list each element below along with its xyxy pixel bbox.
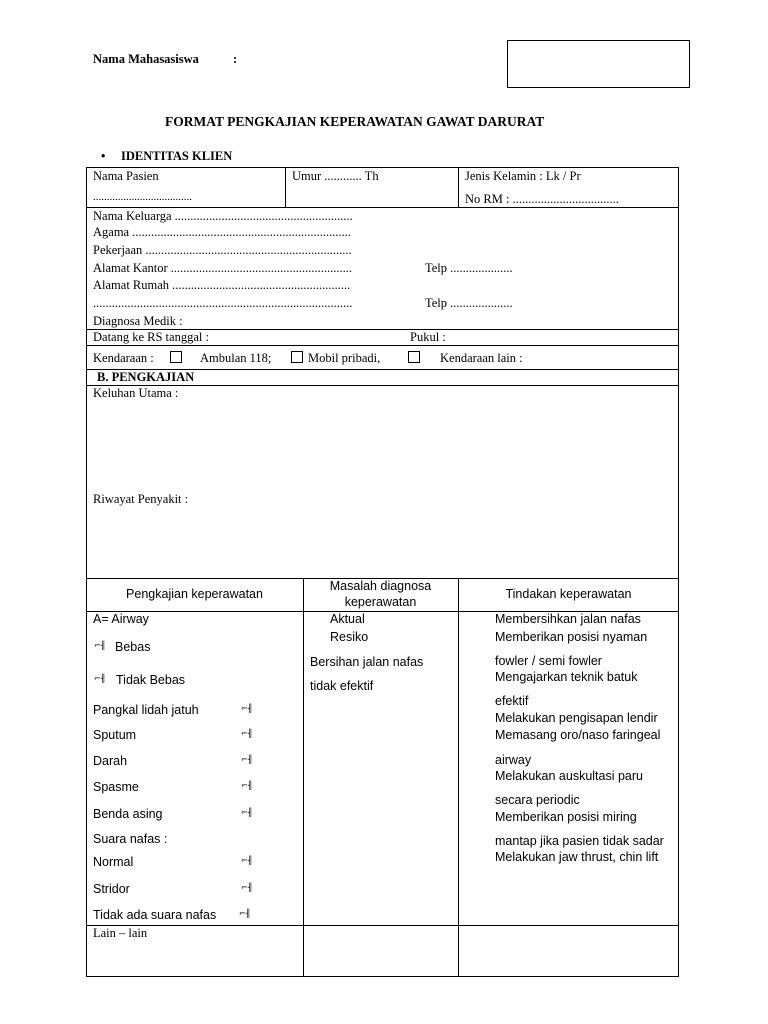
kendaraan-lain-checkbox[interactable] <box>408 351 420 363</box>
sputum-checkbox-icon[interactable]: ⌐╢ <box>241 729 253 738</box>
nama-pasien-label: Nama Pasien <box>93 169 159 183</box>
tindakan-item: fowler / semi fowler <box>495 654 602 668</box>
kendaraan-label: Kendaraan : <box>93 351 154 365</box>
bullet: • <box>101 149 106 163</box>
airway-label: A= Airway <box>93 612 149 626</box>
alamat-rumah-line2[interactable]: ................................................................................... <box>93 296 353 310</box>
tindakan-item: Memberikan posisi miring <box>495 810 637 824</box>
col-pengkajian-header: Pengkajian keperawatan <box>126 587 263 601</box>
kendaraan-lain-label[interactable]: Kendaraan lain : <box>440 351 523 365</box>
item-sputum: Sputum <box>93 728 137 742</box>
col-masalah-header: Masalah diagnosa keperawatan <box>329 579 432 609</box>
pekerjaan-field[interactable]: Pekerjaan .................................................................. <box>93 243 352 257</box>
alamat-rumah-field[interactable]: Alamat Rumah ......................................................... <box>93 278 351 292</box>
telp-rumah-field[interactable]: Telp .................... <box>425 296 513 310</box>
divider <box>458 167 459 208</box>
mobil-pribadi-label: Mobil pribadi, <box>308 351 381 365</box>
alamat-kantor-field[interactable]: Alamat Kantor .......................................................... <box>93 261 353 275</box>
divider <box>285 167 286 208</box>
tidak-bebas-label: Tidak Bebas <box>116 673 186 687</box>
diagnosa-medik-field[interactable]: Diagnosa Medik : <box>93 314 183 328</box>
item-benda-asing: Benda asing <box>93 807 163 821</box>
resiko-option[interactable]: Resiko <box>330 630 369 644</box>
tindakan-item: Melakukan jaw thrust, chin lift <box>495 850 659 864</box>
diagnosa-line1: Bersihan jalan nafas <box>310 655 424 669</box>
nama-mahasiswa-colon: : <box>233 52 238 66</box>
divider <box>86 207 679 208</box>
keluhan-utama-field[interactable]: Keluhan Utama : <box>93 386 179 400</box>
pukul-field[interactable]: Pukul : <box>410 330 446 344</box>
item-pangkal-lidah: Pangkal lidah jatuh <box>93 703 199 717</box>
pangkal-lidah-checkbox-icon[interactable]: ⌐╢ <box>241 704 253 713</box>
section-pengkajian: B. PENGKAJIAN <box>97 370 195 384</box>
ambulan-label: Ambulan 118; <box>200 351 272 365</box>
tindakan-item: airway <box>495 753 532 767</box>
tindakan-item: Mengajarkan teknik batuk <box>495 670 638 684</box>
divider <box>458 578 459 977</box>
jenis-kelamin-field[interactable]: Jenis Kelamin : Lk / Pr <box>465 169 581 183</box>
page-title: FORMAT PENGKAJIAN KEPERAWATAN GAWAT DARURAT <box>165 114 545 129</box>
divider <box>86 925 679 926</box>
tindakan-item: Melakukan pengisapan lendir <box>495 711 658 725</box>
nama-pasien-field[interactable]: .................................... <box>93 191 192 203</box>
riwayat-penyakit-field[interactable]: Riwayat Penyakit : <box>93 492 189 506</box>
agama-field[interactable]: Agama ...................................................................... <box>93 225 351 239</box>
spasme-checkbox-icon[interactable]: ⌐╢ <box>241 781 253 790</box>
datang-tanggal-field[interactable]: Datang ke RS tanggal : <box>93 330 209 344</box>
divider <box>86 345 679 346</box>
suara-tidak-ada: Tidak ada suara nafas <box>93 908 217 922</box>
diagnosa-line2: tidak efektif <box>310 679 374 693</box>
nama-keluarga-field[interactable]: Nama Keluarga ......................................................... <box>93 209 353 223</box>
lain-lain-field[interactable]: Lain – lain <box>93 926 148 940</box>
mobil-pribadi-checkbox[interactable] <box>291 351 303 363</box>
tindakan-item: Memasang oro/naso faringeal <box>495 728 661 742</box>
tindakan-item: efektif <box>495 694 529 708</box>
divider <box>303 578 304 977</box>
aktual-option[interactable]: Aktual <box>330 612 365 626</box>
tindakan-item: Melakukan auskultasi paru <box>495 769 643 783</box>
tindakan-item: Membersihkan jalan nafas <box>495 612 641 626</box>
nim-box[interactable] <box>507 40 690 88</box>
section-identitas: IDENTITAS KLIEN <box>121 149 233 163</box>
no-rm-field[interactable]: No RM : .................................. <box>465 192 619 206</box>
item-darah: Darah <box>93 754 128 768</box>
darah-checkbox-icon[interactable]: ⌐╢ <box>241 755 253 764</box>
telp-kantor-field[interactable]: Telp .................... <box>425 261 513 275</box>
suara-normal: Normal <box>93 855 134 869</box>
tindakan-item: secara periodic <box>495 793 580 807</box>
benda-asing-checkbox-icon[interactable]: ⌐╢ <box>241 808 253 817</box>
col-tindakan-header: Tindakan keperawatan <box>505 587 632 601</box>
suara-stridor: Stridor <box>93 882 130 896</box>
umur-field[interactable]: Umur ............ Th <box>292 169 379 183</box>
tidak-ada-checkbox-icon[interactable]: ⌐╢ <box>239 909 251 918</box>
item-spasme: Spasme <box>93 780 139 794</box>
tidak-bebas-checkbox-icon[interactable]: ⌐╢ <box>94 674 106 683</box>
tindakan-item: Memberikan posisi nyaman <box>495 630 648 644</box>
bebas-label: Bebas <box>115 640 151 654</box>
tindakan-item: mantap jika pasien tidak sadar <box>495 834 664 848</box>
normal-checkbox-icon[interactable]: ⌐╢ <box>241 856 253 865</box>
bebas-checkbox-icon[interactable]: ⌐╢ <box>94 641 106 650</box>
suara-nafas-label: Suara nafas : <box>93 832 168 846</box>
ambulan-checkbox[interactable] <box>170 351 182 363</box>
stridor-checkbox-icon[interactable]: ⌐╢ <box>241 883 253 892</box>
nama-mahasiswa-label: Nama Mahasasiswa <box>93 52 199 66</box>
